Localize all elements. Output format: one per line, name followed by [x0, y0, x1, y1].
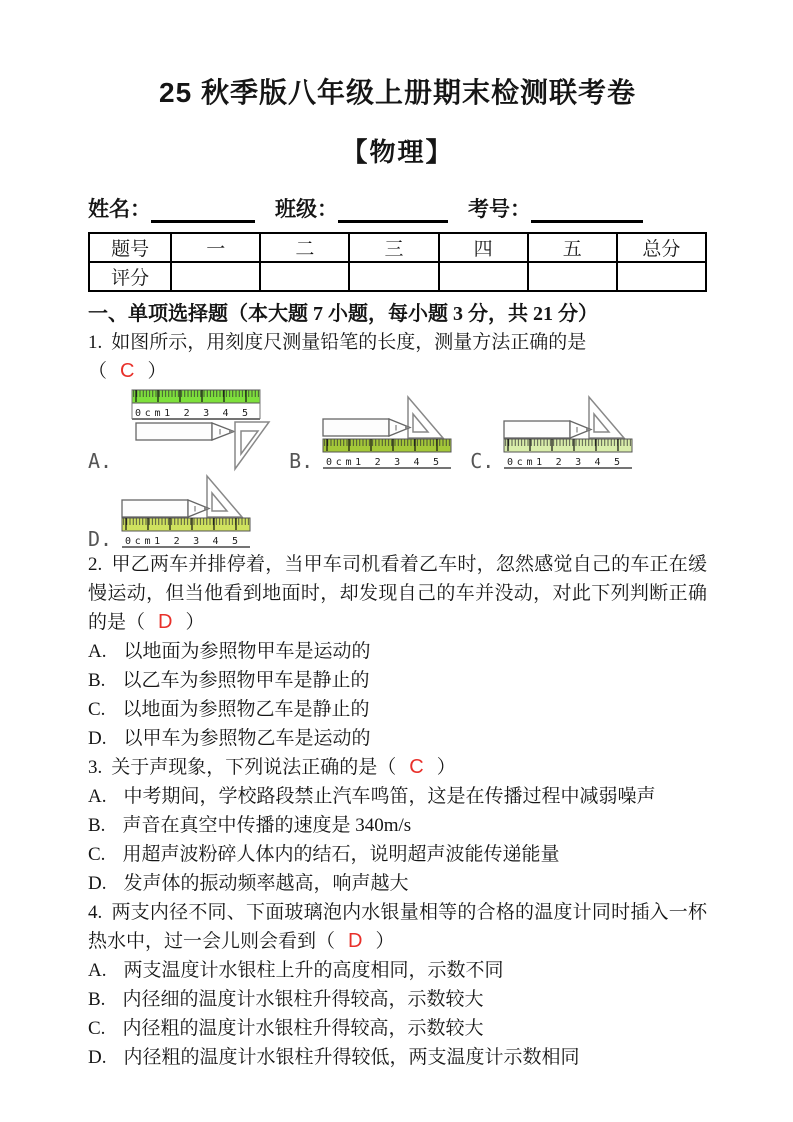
ruler-scale-text: 0cm1 2 3 4 5 — [125, 536, 239, 547]
question-3-stem: 关于声现象，下列说法正确的是 — [111, 757, 378, 778]
question-2-option-a: A. 以地面为参照物甲车是运动的 — [88, 641, 371, 662]
score-table-score-row — [89, 262, 706, 291]
question-2-stem: 甲乙两车并排停着，当甲车司机看着乙车时，忽然感觉自己的车正在缓慢运动，但当他看到地面时，却发现自己的车并没动，对此下列判断正确的是 — [88, 554, 707, 633]
q1-option-c-label: C. — [470, 449, 495, 473]
pencil — [136, 423, 234, 440]
q1-option-d-label: D. — [88, 527, 113, 551]
question-2-answer-group — [126, 612, 204, 633]
question-3 — [88, 753, 707, 782]
paren-close: ） — [185, 612, 205, 633]
question-1-answer-line — [88, 357, 707, 386]
question-4-option-c: C. 内径粗的温度计水银柱升得较高，示数较大 — [88, 1018, 484, 1039]
score-cell-empty — [349, 262, 438, 291]
exam-no-label: 考号： — [468, 197, 531, 221]
question-2 — [88, 550, 707, 637]
question-3-answer: C — [409, 756, 424, 778]
ruler — [122, 518, 250, 547]
q1-figure-c-ruler-diagram — [501, 394, 635, 472]
question-3-option-b: B. 声音在真空中传播的速度是 340m/s — [88, 815, 412, 836]
exam-no-blank — [531, 196, 643, 223]
question-4-stem: 两支内径不同、下面玻璃泡内水银量相等的合格的温度计同时插入一杯热水中，过一会儿则会看到 — [88, 902, 707, 952]
question-2-option-d: D. 以甲车为参照物乙车是运动的 — [88, 728, 371, 749]
question-4-number: 4. — [88, 902, 103, 923]
q1-figure-c-block — [470, 394, 635, 472]
question-2-option-b: B. 以乙车为参照物甲车是静止的 — [88, 670, 370, 691]
paren-open: （ — [88, 361, 108, 382]
question-4-option-a: A. 两支温度计水银柱上升的高度相同，示数不同 — [88, 960, 504, 981]
paren-close: ） — [375, 931, 395, 952]
pencil — [504, 421, 591, 438]
paren-open: （ — [316, 931, 336, 952]
question-3-option-d: D. 发声体的振动频率越高，响声越大 — [88, 873, 409, 894]
student-info-row — [88, 193, 707, 223]
set-square — [408, 397, 443, 438]
question-4-answer: D — [348, 930, 363, 952]
question-4 — [88, 898, 707, 956]
ruler-scale-text: 0cm1 2 3 4 5 — [326, 457, 440, 468]
question-4-option-d: D. 内径粗的温度计水银柱升得较低，两支温度计示数相同 — [88, 1047, 580, 1068]
q1-figures-row-1 — [88, 388, 707, 472]
score-cell-empty — [260, 262, 349, 291]
score-table-header-row — [89, 233, 706, 262]
paren-close: ） — [436, 757, 456, 778]
paren-open: （ — [126, 612, 146, 633]
section-1-heading: 一、单项选择题（本大题 7 小题，每小题 3 分，共 21 分） — [88, 303, 598, 325]
exam-subject: 【物理】 — [341, 138, 454, 167]
q1-figure-a-ruler-diagram — [119, 388, 273, 472]
q1-figure-d-ruler-diagram — [119, 472, 253, 550]
score-cell-empty — [528, 262, 617, 291]
question-1-answer: C — [120, 360, 135, 382]
ruler — [323, 439, 451, 468]
question-3-answer-group — [377, 757, 455, 778]
score-cell-empty — [171, 262, 260, 291]
q1-figure-d-block — [88, 472, 253, 550]
score-header-cell: 总分 — [617, 233, 706, 262]
question-3-option-a: A. 中考期间，学校路段禁止汽车鸣笛，这是在传播过程中减弱噪声 — [88, 786, 656, 807]
q1-option-b-label: B. — [289, 449, 314, 473]
ruler — [504, 439, 632, 468]
set-square — [235, 422, 269, 469]
question-2-answer: D — [158, 611, 173, 633]
ruler-scale-text: 0cm1 2 3 4 5 — [135, 408, 249, 419]
score-header-cell: 题号 — [89, 233, 171, 262]
score-table — [88, 232, 707, 292]
set-square — [207, 476, 242, 517]
question-1 — [88, 328, 707, 357]
question-4-answer-group — [316, 931, 394, 952]
class-label: 班级： — [275, 197, 338, 221]
paren-close: ） — [147, 361, 167, 382]
score-header-cell: 三 — [349, 233, 438, 262]
score-cell-empty — [617, 262, 706, 291]
set-square — [589, 397, 624, 438]
score-header-cell: 五 — [528, 233, 617, 262]
ruler — [132, 390, 260, 419]
score-header-cell: 一 — [171, 233, 260, 262]
q1-figure-b-ruler-diagram — [320, 394, 454, 472]
class-blank — [338, 196, 448, 223]
pencil — [122, 500, 209, 517]
question-3-option-c: C. 用超声波粉碎人体内的结石，说明超声波能传递能量 — [88, 844, 560, 865]
question-1-answer-group — [88, 361, 166, 382]
question-1-stem: 如图所示，用刻度尺测量铅笔的长度，测量方法正确的是 — [111, 332, 587, 353]
paren-open: （ — [377, 757, 397, 778]
score-header-cell: 二 — [260, 233, 349, 262]
name-label: 姓名： — [88, 197, 151, 221]
q1-option-a-label: A. — [88, 449, 113, 473]
q1-figure-b-block — [289, 394, 454, 472]
question-2-option-c: C. 以地面为参照物乙车是静止的 — [88, 699, 370, 720]
exam-title: 25 秋季版八年级上册期末检测联考卷 — [159, 77, 636, 108]
score-cell-empty — [439, 262, 528, 291]
question-1-number: 1. — [88, 332, 103, 353]
q1-figures-row-2 — [88, 472, 707, 550]
question-2-number: 2. — [88, 554, 103, 575]
score-row-label: 评分 — [89, 262, 171, 291]
q1-figure-a-block — [88, 388, 273, 472]
pencil — [323, 419, 410, 436]
name-blank — [151, 196, 255, 223]
ruler-scale-text: 0cm1 2 3 4 5 — [507, 457, 621, 468]
question-4-option-b: B. 内径细的温度计水银柱升得较高，示数较大 — [88, 989, 484, 1010]
score-header-cell: 四 — [439, 233, 528, 262]
question-3-number: 3. — [88, 757, 103, 778]
